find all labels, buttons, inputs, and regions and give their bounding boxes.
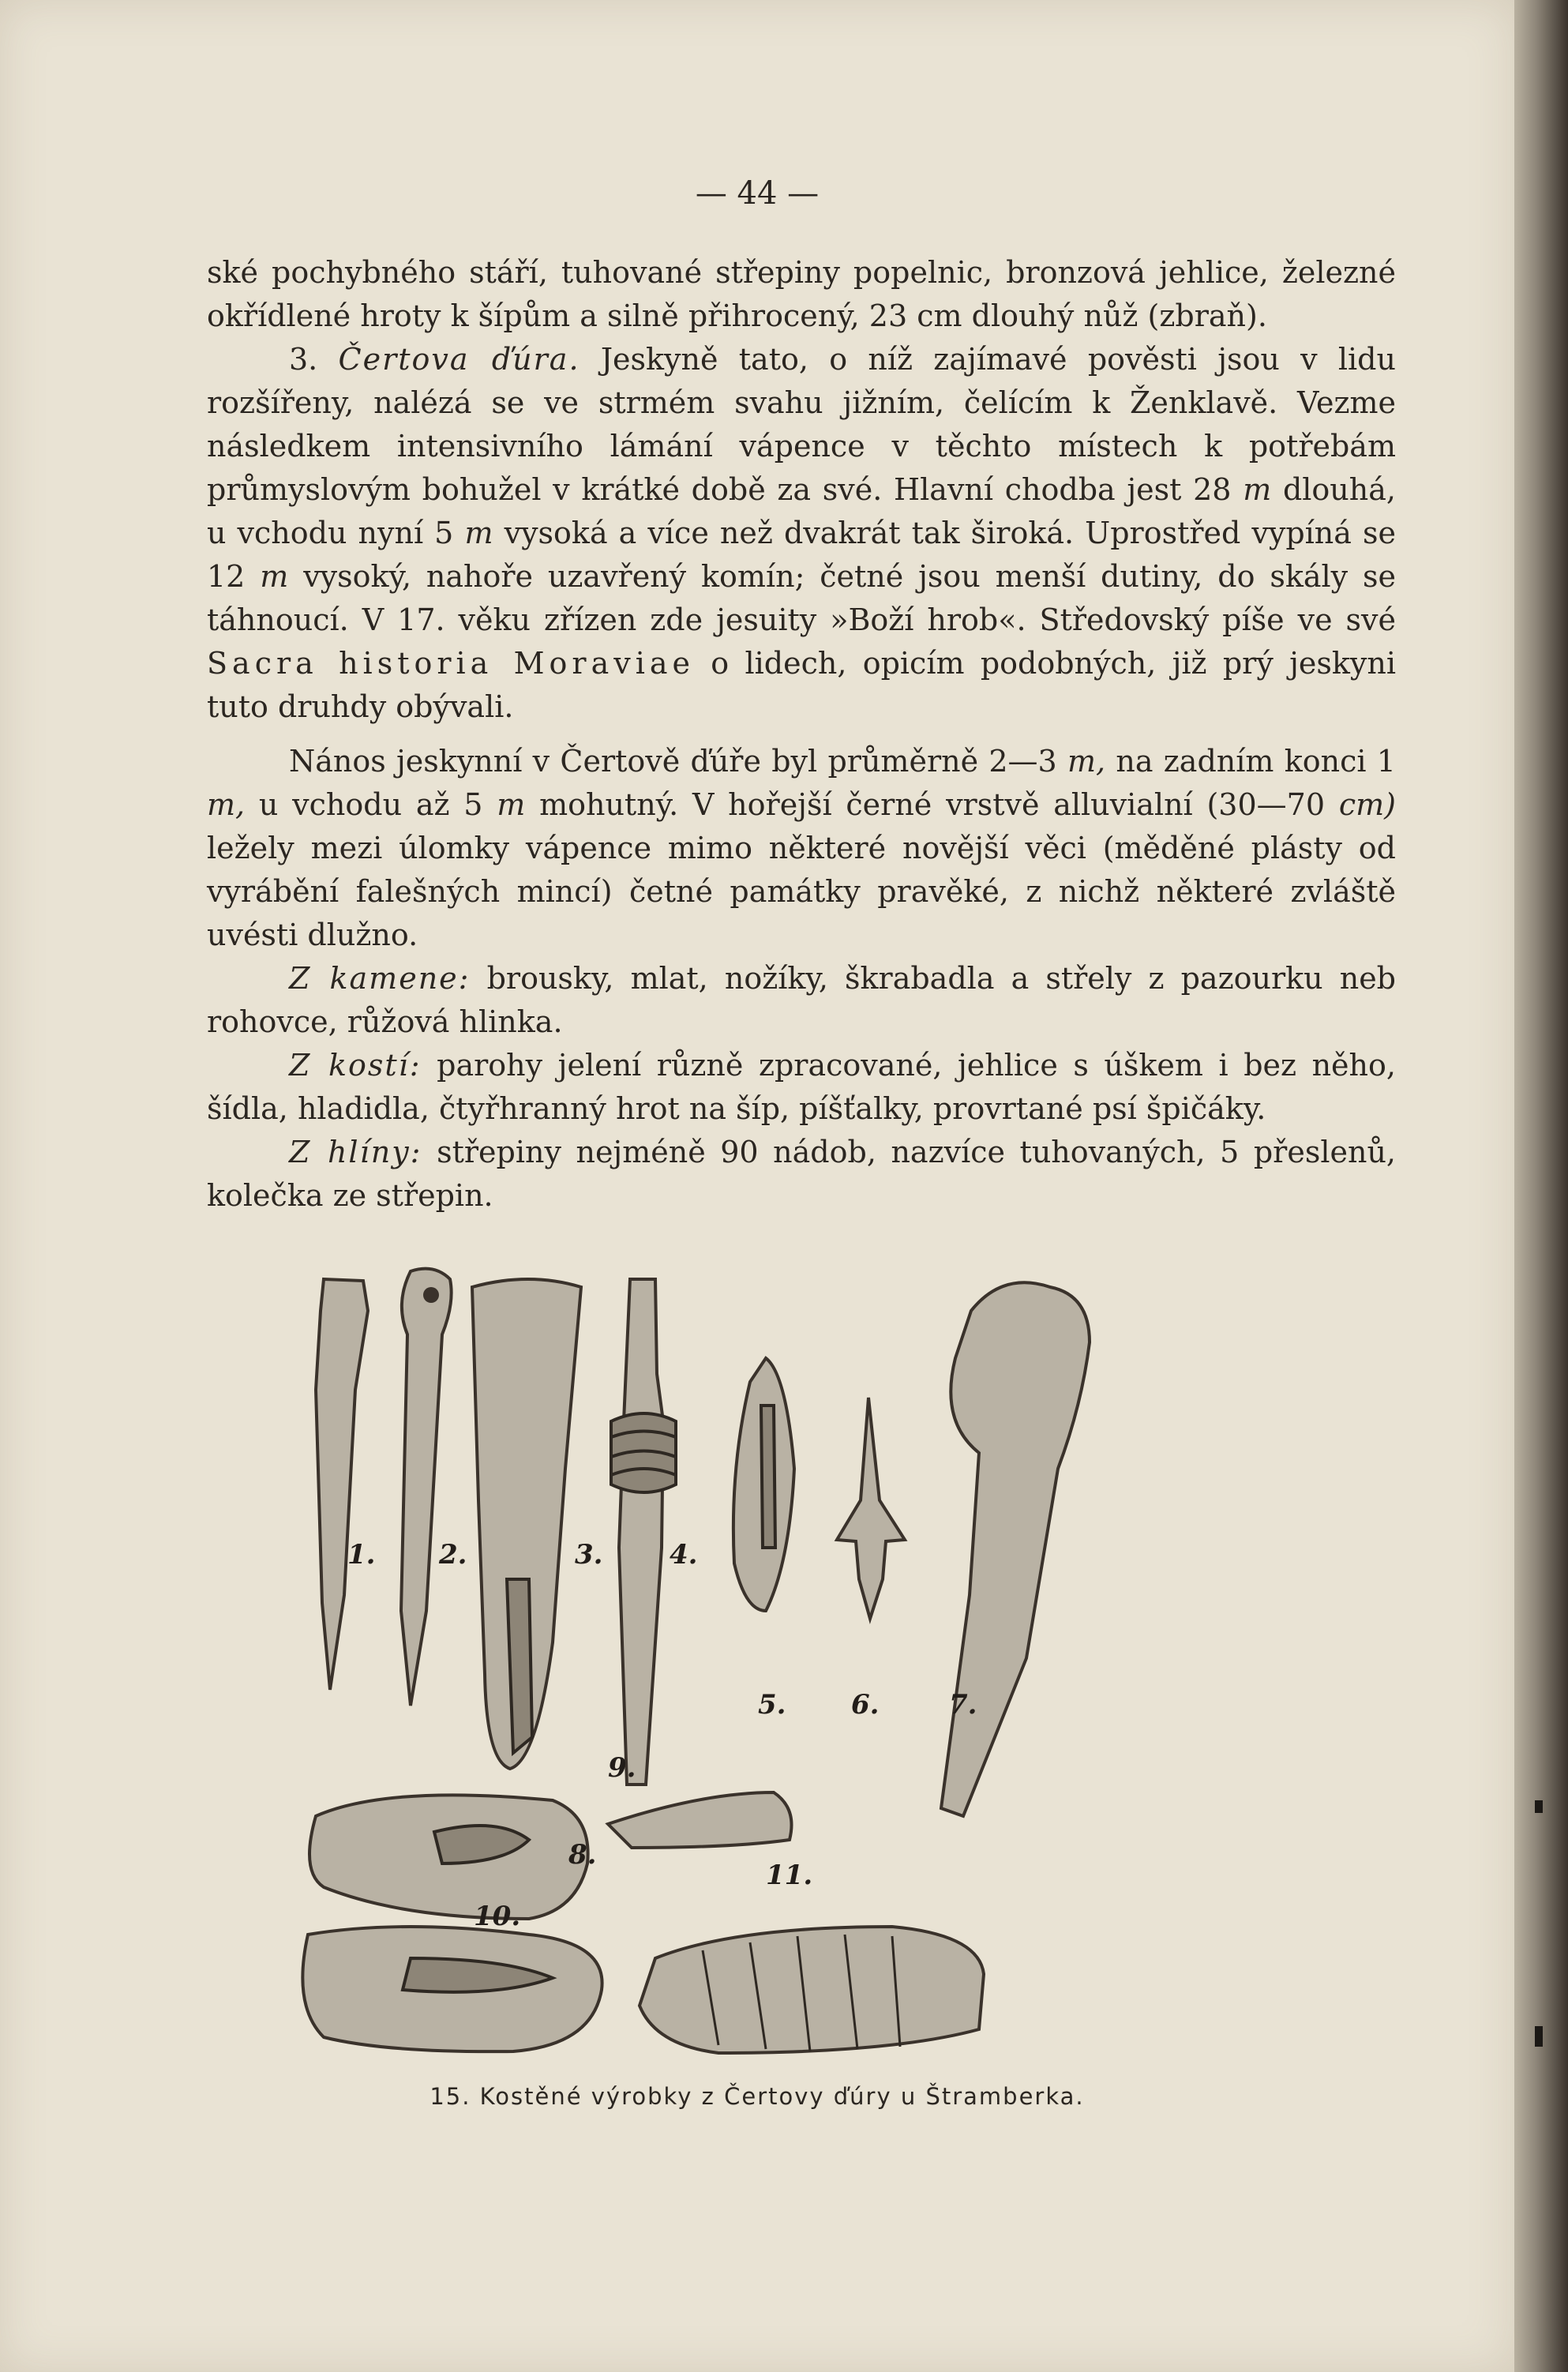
figure-label-5: 5. (758, 1689, 786, 1721)
paragraph-2-text-a: Jeskyně tato, o níž zajímavé pověsti jsou v lidu rozšířeny, nalézá se ve strmém svahu jižním, čelícím k Ženklavě. Vezme následkem intensivního lámání vápence v těchto místech k potřebám průmyslovým bohužel v krátké době za své. Hlavní chodba jest 28 (207, 342, 1396, 507)
artifact-6-barbed-point (837, 1398, 905, 1619)
clay-heading: Z hlíny: (289, 1135, 422, 1169)
artifact-9-tapered-piece (608, 1792, 792, 1848)
figure-label-3: 3. (575, 1539, 603, 1571)
paragraph-2-text-e: o lidech, opicím podobných, již prý jeskyni tuto druhdy obývali. (207, 646, 1396, 724)
figure-label-6: 6. (851, 1689, 880, 1721)
figure-label-10: 10. (474, 1901, 521, 1932)
paragraph-3-text-d: mohutný. V hořejší černé vrstvě alluvialní (30—70 (539, 787, 1326, 822)
paragraph-4-text: brousky, mlat, nožíky, škrabadla a střely z pazourku neb rohovce, růžová hlinka. (207, 961, 1397, 1039)
paragraph-5 (207, 1044, 1396, 1131)
paragraph-6 (207, 1131, 1396, 1218)
paragraph-5-text: parohy jelení různě zpracované, jehlice s úškem i bez něho, šídla, hladidla, čtyřhranný hrot na šíp, píšťalky, provrtané psí špičáky. (207, 1048, 1396, 1126)
figure-label-4: 4. (670, 1539, 698, 1571)
artifact-1-awl (316, 1279, 368, 1690)
paragraph-2-text-b: dlouhá, u vchodu nyní 5 (207, 472, 1396, 550)
figure-caption: 15. Kostěné výrobky z Čertovy ďúry u Štramberka. (430, 2083, 1085, 2110)
unit-m-6: m (497, 787, 526, 822)
bone-artifacts-figure (292, 1263, 1326, 2061)
paragraph-2 (207, 338, 1396, 729)
paragraph-gap (207, 729, 1396, 740)
unit-cm: cm) (1338, 787, 1396, 822)
unit-m-5: m, (207, 787, 246, 822)
antler-groove (507, 1579, 532, 1753)
artifact-4-bound-point (611, 1279, 676, 1785)
paragraph-3 (207, 740, 1396, 957)
unit-m-1: m (1243, 472, 1272, 507)
paragraph-6-text: střepiny nejméně 90 nádob, nazvíce tuhovaných, 5 přeslenů, kolečka ze střepin. (207, 1135, 1396, 1213)
unit-m-4: m, (1067, 744, 1106, 779)
bone-heading: Z kostí: (289, 1048, 422, 1083)
edge-mark (1535, 1800, 1543, 1813)
book-spine-edge (1514, 0, 1568, 2372)
spaced-title: Sacra historia Moraviae (207, 646, 695, 681)
paragraph-3-text-c: u vchodu až 5 (258, 787, 483, 822)
figure-label-11: 11. (766, 1860, 813, 1891)
figure-label-2: 2. (439, 1539, 467, 1571)
paragraph-3-text-e: ležely mezi úlomky vápence mimo některé novější věci (měděné plásty od vyrábění falešných mincí) četné památky pravěké, z nichž některé zvláště uvésti dlužno. (207, 831, 1396, 952)
paragraph-4 (207, 957, 1396, 1044)
artifacts-illustration (292, 1263, 1326, 2061)
paragraph-1-text: ské pochybného stáří, tuhované střepiny popelnic, bronzová jehlice, železné okřídlené hroty k šípům a silně přihrocený, 23 cm dlouhý nůž (zbraň). (207, 255, 1396, 333)
section-number: 3. (289, 342, 318, 377)
artifact-11-worked-block (640, 1927, 984, 2053)
edge-mark (1535, 2026, 1543, 2047)
paragraph-1 (207, 251, 1396, 338)
figure-label-1: 1. (347, 1539, 376, 1571)
paragraph-3-text-b: na zadním konci 1 (1116, 744, 1396, 779)
figure-label-7: 7. (949, 1689, 977, 1721)
section-title: Čertova ďúra. (338, 342, 580, 377)
paragraph-2-text-c: vysoká a více než dvakrát tak široká. Uprostřed vypíná se 12 (207, 516, 1397, 594)
artifact-7-bone-tool (941, 1282, 1090, 1816)
unit-m-2: m (464, 516, 493, 550)
artifact-2-needle (401, 1269, 452, 1706)
paragraph-3-text-a: Nános jeskynní v Čertově ďúře byl průměrně 2—3 (289, 744, 1057, 779)
figure-label-9: 9. (608, 1752, 636, 1784)
page-number: — 44 — (695, 175, 820, 212)
leaf-point-groove (761, 1406, 775, 1548)
figure-label-8: 8. (568, 1839, 597, 1871)
body-text (207, 251, 1396, 1218)
unit-m-3: m (260, 559, 289, 594)
paragraph-2-text-d: vysoký, nahoře uzavřený komín; četné jsou menší dutiny, do skály se táhnoucí. V 17. věku zřízen zde jesuity »Boží hrob«. Středovský píše ve své (207, 559, 1396, 637)
needle-eye (423, 1287, 439, 1303)
stone-heading: Z kamene: (289, 961, 471, 996)
